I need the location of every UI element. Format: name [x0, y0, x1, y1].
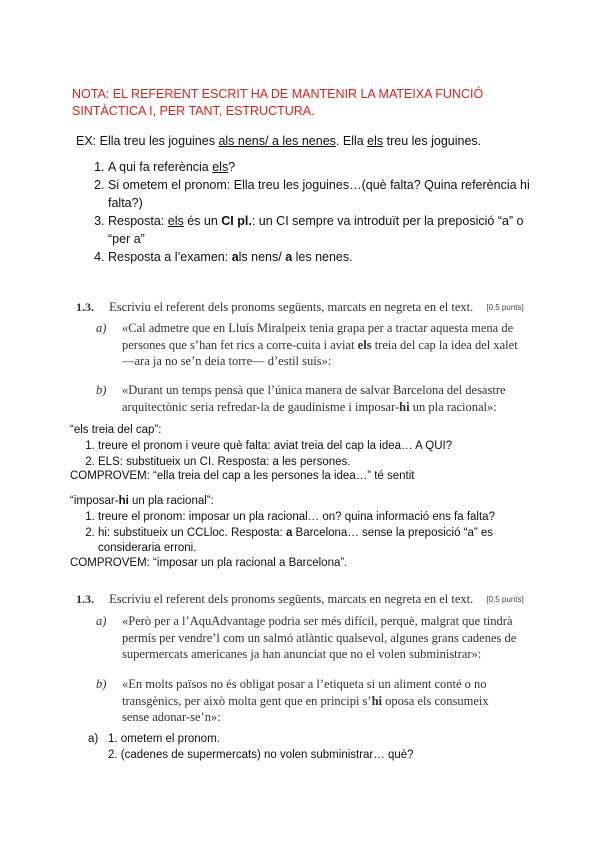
note-heading: NOTA: EL REFERENT ESCRIT HA DE MANTENIR LA MATEIXA FUNCIÓ SINTÀCTICA I, PER TANT, ESTRUCTURA. [72, 87, 484, 118]
exercise2-heading: 1.3. Escriviu el referent dels pronoms següents, marcats en negreta en el text. [0,5 punts] [76, 592, 524, 606]
step-1: 1. A qui fa referència els? [108, 158, 548, 176]
example-els: els [367, 134, 384, 148]
answer2-item-2: 2. hi: substitueix un CCLloc. Resposta: a Barcelona… sense la preposició “a” es consideraria erroni. [98, 526, 532, 557]
exercise1-number: 1.3. [76, 300, 94, 314]
answer1-list [76, 439, 538, 470]
answer3-line-1: 1. ometem el pronom. [108, 733, 220, 745]
answer2-list [76, 510, 532, 557]
example-mid: . Ella [335, 134, 368, 148]
step-4: 4. Resposta a l’examen: als nens/ a les nenes. [108, 248, 548, 266]
answer3-label: a) [88, 733, 99, 745]
step-2: 2. Si ometem el pronom: Ella treu les joguines…(què falta? Quina referència hi falta?) [108, 176, 548, 212]
example-prefix: EX: Ella treu les joguines [76, 134, 219, 148]
exercise2-item-b: b) «En molts països no és obligat posar a l’etiqueta si un aliment conté o no transgènics, per això molta gent que en principi s’hi oposa els consumeix sense adonar-se’n»: [96, 677, 489, 724]
exercise1-heading: 1.3. Escriviu el referent dels pronoms següents, marcats en negreta en el text. [0,5 punts] [76, 300, 524, 314]
example-suffix: treu les joguines. [383, 134, 482, 148]
steps-list [78, 158, 548, 266]
answer1-item-2: 2. ELS: substitueix un CI. Resposta: a les persones. [98, 455, 538, 471]
step-3: 3. Resposta: els és un CI pl.: un CI sempre va introduït per la preposició “a” o “per a” [108, 212, 548, 248]
exercise2-number: 1.3. [76, 592, 94, 606]
exercise1-points: [0,5 punts] [486, 303, 524, 312]
exercise2-item-a: a) «Però per a l’AquAdvantage podria ser més difícil, perquè, malgrat que tindrà permís per vendre’l com un salmó atlàntic qualsevol, algunes grans cadenes de supermercats americanes ja han anunciat que no el volen subministrar»: [96, 614, 517, 661]
answer1-check: COMPROVEM: “ella treia del cap a les persones la idea…” té sentit [70, 470, 415, 482]
example-underlined: als nens/ a les nenes [218, 134, 336, 148]
answer1-quote: “els treia del cap”: [70, 424, 162, 436]
exercise2-points: [0,5 punts] [486, 595, 524, 604]
answer1-item-1: 1. treure el pronom i veure què falta: aviat treia del cap la idea… A QUI? [98, 439, 538, 455]
answer2-check: COMPROVEM: “imposar un pla racional a Barcelona”. [70, 557, 348, 569]
answer2-quote: “imposar-hi un pla racional”: [70, 495, 214, 507]
exercise1-item-b: b) «Durant un temps pensà que l’única manera de salvar Barcelona del desastre arquitectònic seria refredar-la de gaudinisme i imposar-hi un pla racional»: [96, 383, 506, 414]
answer3-line-2: 2. (cadenes de supermercats) no volen subministrar… què? [108, 749, 414, 761]
answer2-item-1: 1. treure el pronom: imposar un pla racional… on? quina informació ens fa falta? [98, 510, 532, 526]
example-sentence [76, 134, 481, 148]
exercise1-item-a: a) «Cal admetre que en Lluís Miralpeix tenia grapa per a tractar aquesta mena de persones que s’han fet rics a corre-cuita i aviat els treia del cap la idea del xalet —ara ja no se’n deia torre— d’estil suís»: [96, 321, 518, 368]
